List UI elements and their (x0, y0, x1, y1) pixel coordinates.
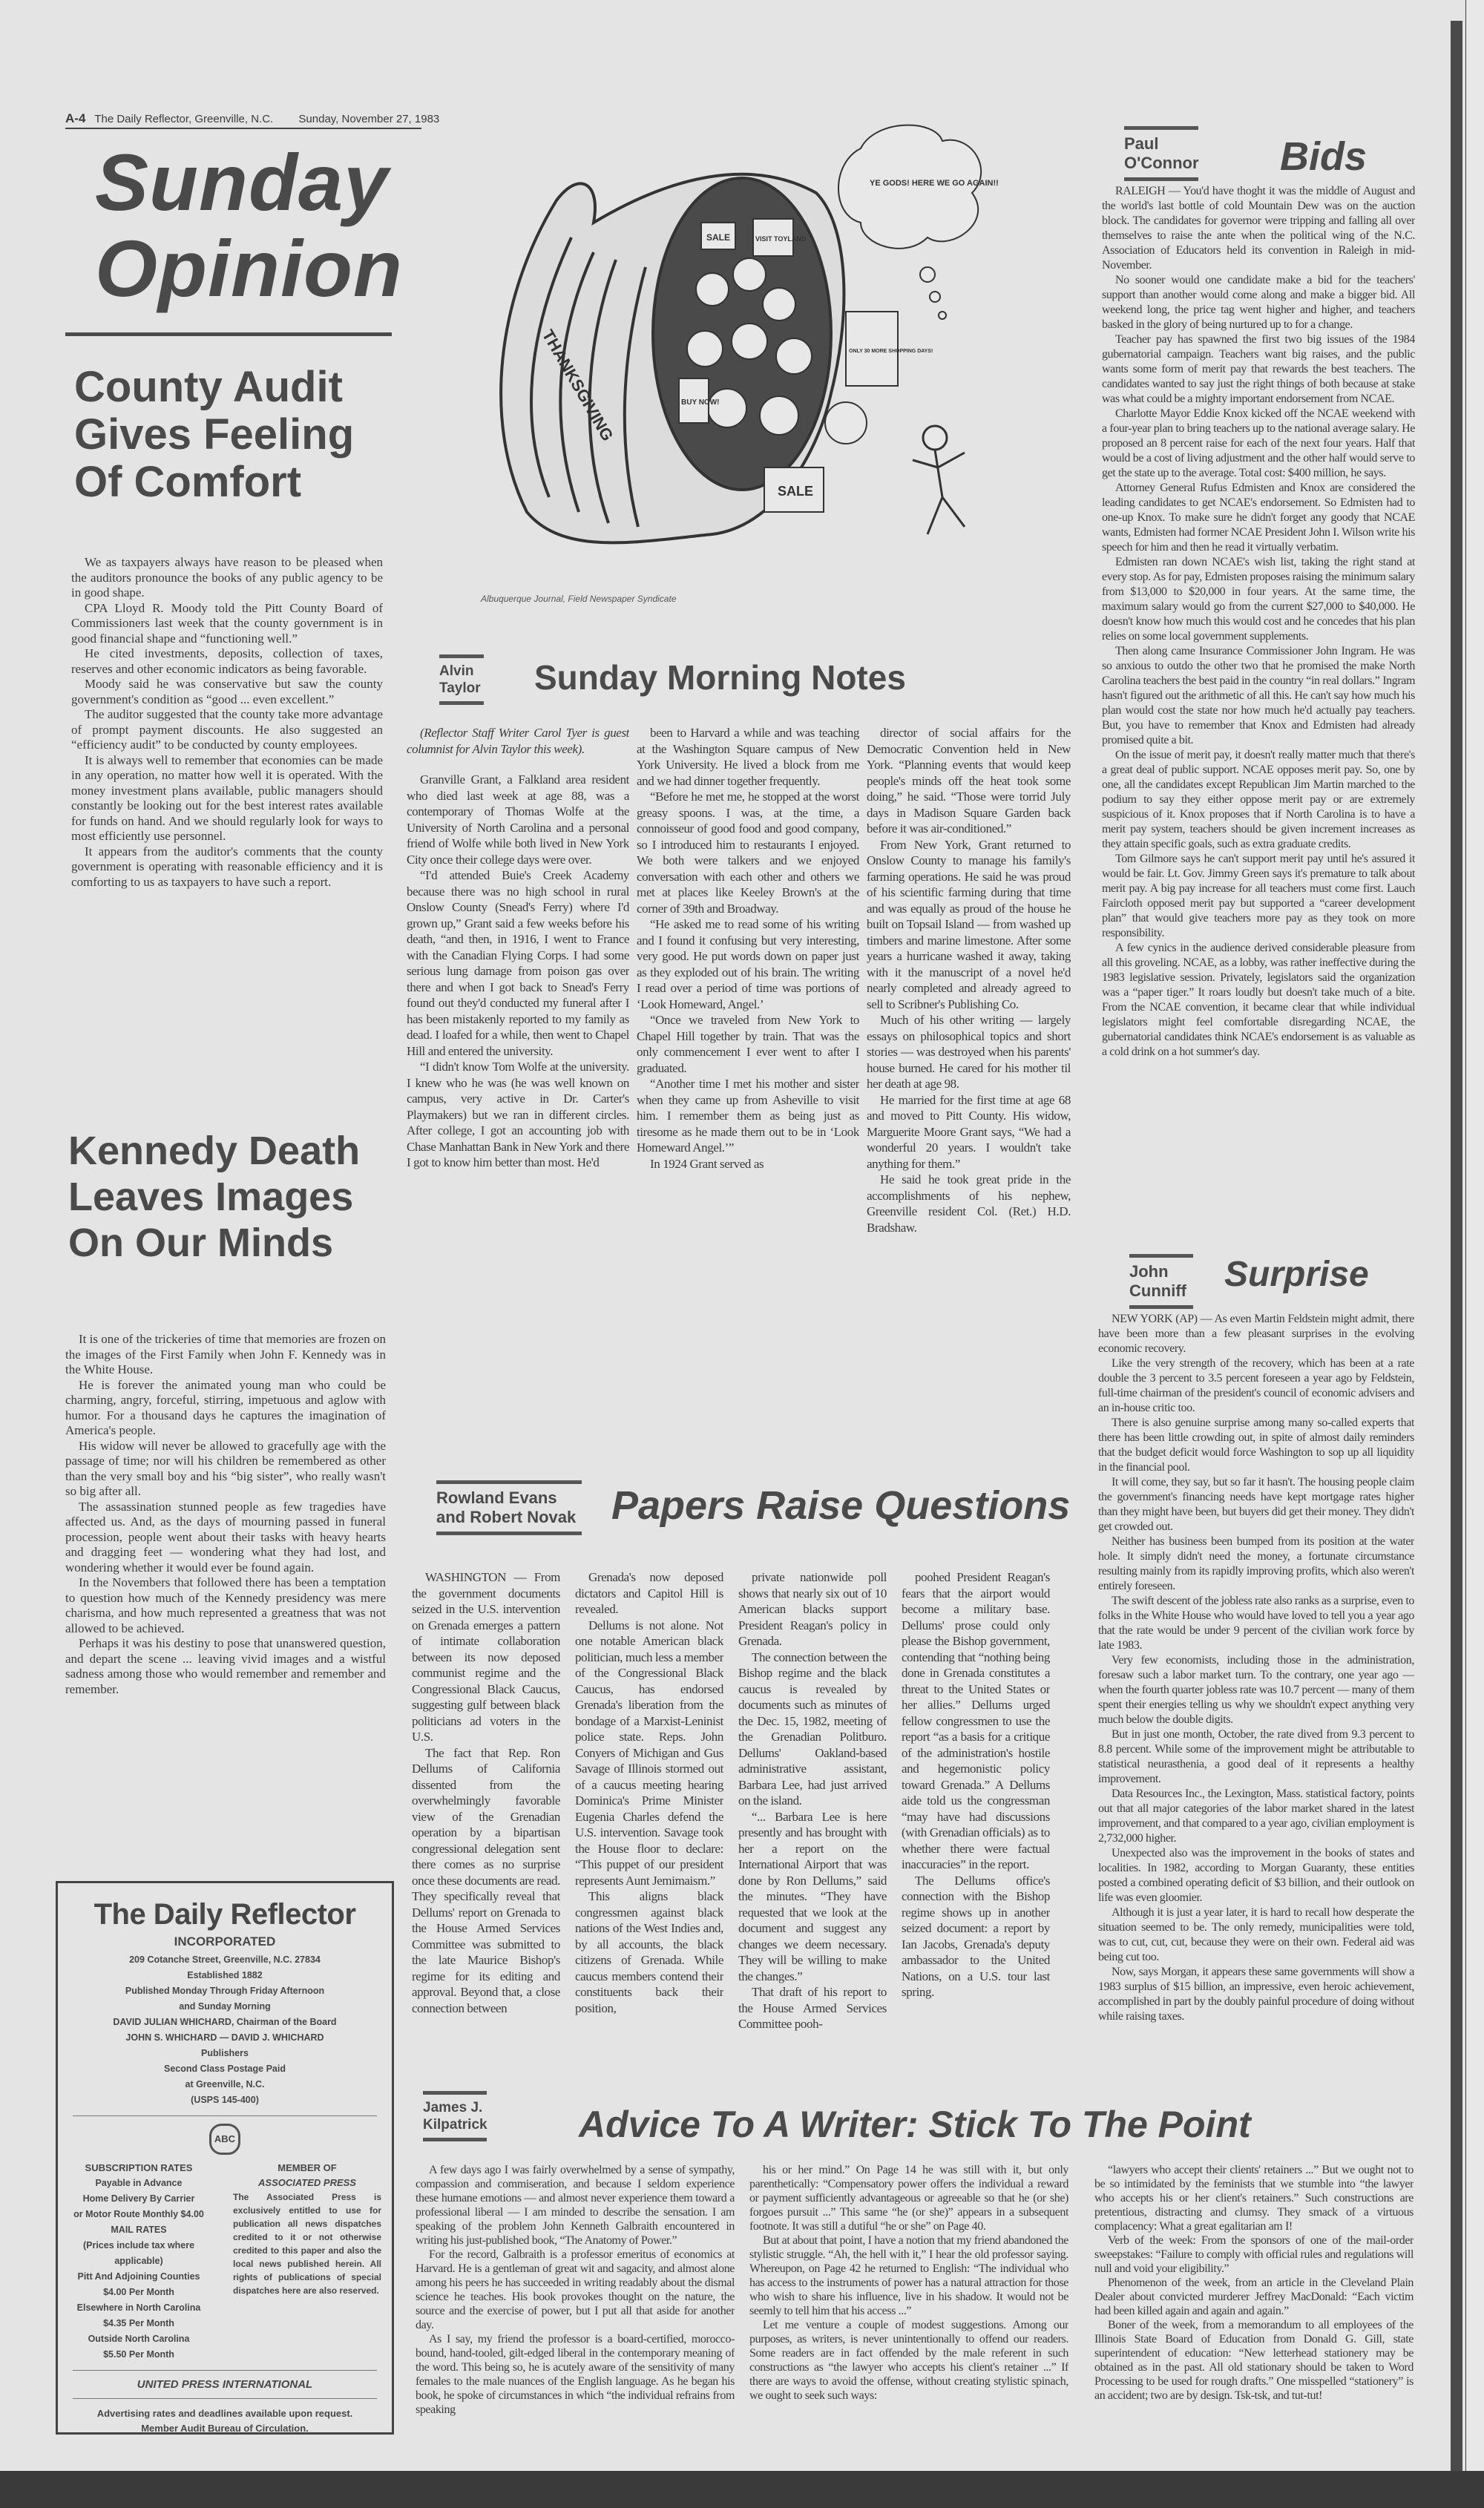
headline-line: Kennedy Death (68, 1129, 361, 1173)
byline-line: John (1129, 1262, 1169, 1281)
paragraph: been to Harvard a while and was teaching at the Washington Square campus of New York University. He lived a block from me and we had dinner together frequently. (637, 726, 859, 788)
paragraph: RALEIGH — You'd have thoght it was the middle of August and the world's last bottle of cold Mountain Dew was on the auction block. The candidates for governor were tripping and falling all over themselves to raise the ante when the political wing of the N.C. Association of Educators held its convention in Raleigh in mid-November. (1102, 185, 1415, 272)
cartoon-credit: Albuquerque Journal, Field Newspaper Syndicate (481, 594, 677, 604)
paragraph: Much of his other writing — largely essays on philosophical topics and short stories — was destroyed when his parents' house burned. He cared for his mother til her death at age 98. (867, 1013, 1071, 1091)
abc-logo-icon: ABC (209, 2124, 240, 2155)
paragraph: Verb of the week: From the sponsors of one of the mail-order sweepstakes: “Failure to comply with official rules and regulations will null and void your eligibility.” (1094, 2234, 1414, 2275)
editorial-2-body (65, 1332, 386, 1844)
paragraph: Neither has business been bumped from its position at the water hole. It simply didn't need the money, a fortunate circumstance resulting mainly from its rapidly improving profits, which also weren't entirely foreseen. (1098, 1535, 1414, 1592)
ap-text: The Associated Press is exclusively entitled to use for publication all news dispatches credited to it or not otherwise credited to this paper and also the local news published herein. All rights of publications of special dispatches here are also reserved. (233, 2192, 381, 2296)
info-line: Publishers (201, 2048, 249, 2058)
subscription-rates (68, 2161, 209, 2363)
headline-line: On Our Minds (68, 1221, 333, 1265)
paragraph: But in just one month, October, the rate dived from 9.3 percent to 8.8 percent. While some of the improvement might be attributable to statistical neurasthenia, a good deal of it represents a healthy improvement. (1098, 1728, 1414, 1785)
byline-line: O'Connor (1124, 154, 1199, 172)
paragraph: He said he took great pride in the accomplishments of his nephew, Greenville resident Col. (Ret.) H.D. Bradshaw. (867, 1172, 1071, 1235)
bids-headline: Bids (1280, 134, 1368, 179)
paragraph: His widow will never be allowed to gracefully age with the passage of time; nor will his children be remembered as other than the very small boy and his “big sister”, who really wasn't so big after all. (65, 1438, 386, 1498)
info-line: Established 1882 (187, 1970, 263, 1980)
paragraph: The swift descent of the jobless rate also ranks as a surprise, even to folks in the White House who would have loved to tell you a year ago that the rate would be under 9 percent of the civilian work force by late 1983. (1098, 1595, 1414, 1652)
byline-alvin-taylor (439, 654, 484, 705)
info-line: $5.50 Per Month (103, 2349, 174, 2360)
byline-line: James J. (423, 2100, 483, 2115)
paragraph: Dellums is not alone. Not one notable American black politician, much less a member of the Congressional Black Caucus, has endorsed Grenada's liberation from the bondage of a Marxist-Leninist police state. Reps. John Conyers of Michigan and Gus Savage of Illinois stormed out of a caucus meeting hearing Dominica's Prime Minister Eugenia Charles defend the U.S. intervention. Savage took the House floor to declare: “This puppet of our president represents Aunt Jemimaism.” (575, 1618, 723, 1888)
paragraph: Like the very strength of the recovery, which has been at a rate double the 3 percent to 3.5 percent foreseen a year ago by Feldstein, full-time chairman of the president's council of economic advisers and an in-house critic too. (1098, 1357, 1414, 1414)
section-title (95, 139, 403, 312)
page-header (65, 111, 440, 129)
surprise-body (1098, 1312, 1414, 2061)
paragraph: “lawyers who accept their clients' retainers ...” But we ought not to be so intimidated by the feminists that we stumble into “the lawyer who accepts his or her client's retainers.” Such constructions are pretentious, distracting and clumsy. They smack of a virtuous complacency: What a great egalitarian am I! (1094, 2164, 1414, 2233)
byline-line: Alvin (439, 663, 474, 679)
byline-james-kilpatrick (423, 2091, 487, 2141)
info-line: (USPS 145-400) (191, 2095, 259, 2105)
paragraph: Moody said he was conservative but saw the county government's condition as “good ... even excellent.” (71, 677, 383, 706)
paragraph: In the Novembers that followed there has been a temptation to question how much of the Kennedy presidency was mere charisma, and how much represented a greatness that was not allowed to be achieved. (65, 1575, 386, 1635)
paragraph: It will come, they say, but so far it hasn't. The housing people claim the government's financing needs have kept mortgage rates higher than they might have been, but buyers did get their money. They didn't get crowded out. (1098, 1476, 1414, 1533)
advertising-note: Advertising rates and deadlines available upon request. (96, 2408, 353, 2419)
paragraph: Now, says Morgan, it appears these same governments will show a 1983 surplus of $15 billion, an impressive, even heroic achievement, accomplished in part by the doubly painful procedure of doing without while raising taxes. (1098, 1966, 1414, 2023)
ap-title: MEMBER OF (278, 2162, 337, 2173)
cartoon-bubble-text: YE GODS! HERE WE GO AGAIN!! (870, 179, 999, 188)
info-line: and Sunday Morning (179, 2001, 271, 2012)
page-fold (1451, 21, 1462, 2477)
headline-line: Of Comfort (74, 458, 302, 506)
paragraph: Perhaps it was his destiny to pose that unanswered question, and depart the scene ... leaving vivid images and a wistful sadness among those who would remember and remember and remember. (65, 1636, 386, 1696)
papers-col3 (738, 1569, 887, 2067)
cartoon-label: BUY NOW! (681, 398, 720, 407)
paragraph: “Once we traveled from New York to Chapel Hill together by train. That was the only commencement I ever went to after I graduated. (637, 1013, 859, 1075)
info-line: $4.35 Per Month (103, 2318, 174, 2328)
paragraph: From New York, Grant returned to Onslow County to manage his family's farming operations. He said he was proud of his scientific farming during that time and was equally as proud of the house he built on Topsail Island — from washed up timbers and marine limestone. After some years a hurricane washed it away, taking with it the manuscript of a novel he'd nearly completed and already agreed to sell to Scribner's Publishing Co. (867, 837, 1071, 1011)
paragraph: private nationwide poll shows that nearly six out of 10 American blacks support President Reagan's policy in Grenada. (738, 1570, 887, 1648)
paragraph: “I'd attended Buie's Creek Academy because there was no high school in rural Onslow County (Snead's Ferry) where I'd grown up,” Grant said a few weeks before his death, “and then, in 1916, I went to France with the Canadian Flying Corps. I had some serious lung damage from poison gas over there and when I got back to Snead's Ferry found out they'd conducted my funeral after I has been mistakenly reported to my family as dead. I loafed for a while, then went to Chapel Hill and entered the university. (407, 868, 629, 1058)
byline-paul-oconnor (1124, 126, 1198, 181)
paragraph: Very few economists, including those in the administration, foresaw such a labor market turn. To the contrary, one year ago — when the fourth quarter jobless rate was 10.7 percent — many of them spent their energies telling us why we shouldn't expect anything very much below the double digits. (1098, 1654, 1414, 1726)
paragraph: He is forever the animated young man who could be charming, angry, forceful, stirring, impetuous and aglow with humor. For a thousand days he captures the imagination of America's people. (65, 1377, 386, 1437)
bids-body (1102, 184, 1415, 1245)
paragraph: “... Barbara Lee is here presently and has brought with her a report on the International Airport that was done by Ron Dellums,” said the minutes. “They have requested that we look at the document and suggest any changes we deem necessary. They will be willing to make the changes.” (738, 1809, 887, 1983)
paragraph: The auditor suggested that the county take more advantage of prompt payment discounts. He also suggested an “efficiency audit” to be conducted by county employees. (71, 707, 383, 752)
advice-col3 (1094, 2163, 1414, 2467)
byline-line: Kilpatrick (423, 2117, 487, 2133)
paragraph: Then along came Insurance Commissioner John Ingram. He was so anxious to outdo the other two that he promised the make North Carolina teachers the best paid in the country “in real dollars.” Ingram hasn't figured out the arithmetic of all this. He can't say how much his plan would cost the state nor how much he'd actually pay teachers. But, you have to remember that Knox and Edmisten had already promised quite a bit. (1102, 645, 1415, 746)
papers-col4 (902, 1569, 1050, 2067)
paragraph: The Dellums office's connection with the Bishop regime shows up in another seized document: a report by Ian Jacobs, Grenada's deputy ambassador to the United Nations, on a U.S. tour last spring. (902, 1873, 1050, 1999)
byline-line: Taylor (439, 680, 481, 696)
headline-line: Leaves Images (68, 1175, 354, 1219)
info-line: Payable in Advance (95, 2178, 183, 2188)
paragraph: He cited investments, deposits, collection of taxes, reserves and other economic indicators as being favorable. (71, 646, 383, 676)
paragraph: This aligns black congressmen against black nations of the West Indies and, by all accounts, the black citizens of Grenada. While caucus members contend their constituents back their position, (575, 1889, 723, 2015)
sunday-notes-col2 (637, 725, 859, 1415)
paragraph: Charlotte Mayor Eddie Knox kicked off the NCAE weekend with a four-year plan to bring teachers up to the national average salary. He proposed an 8 percent raise for each of the next four years. Half that would be a cost of living adjustment and the other half would serve to get the state up to the average. Total cost: $400 million, he says. (1102, 407, 1415, 479)
advice-col2 (749, 2163, 1068, 2467)
paragraph: Edmisten ran down NCAE's wish list, taking the right stand at every stop. As for pay, Edmisten proposes raising the minimum salary from $13,000 to $20,000 in four years. At the same time, the maximum salary would go from the current $27,000 to $40,000. He doesn't know how much this would cost and he concedes that his plan relies on some local government supplements. (1102, 556, 1415, 643)
headline-line: Gives Feeling (74, 410, 355, 459)
publisher-title: The Daily Reflector (93, 1898, 356, 1931)
editorial-2-headline (68, 1128, 360, 1266)
byline-line: Rowland Evans (436, 1488, 557, 1507)
surprise-headline: Surprise (1224, 1255, 1369, 1294)
byline-evans-novak (436, 1480, 582, 1535)
paragraph: As I say, my friend the professor is a board-certified, morocco-bound, hand-tooled, gilt-edged liberal in the contemporary meaning of the word. This being so, he is acutely aware of the sensitivity of many females to the male nuances of the English language. As he began his book, he spoke of circumstances in which “the individual refrains from speaking (416, 2333, 735, 2416)
cartoon-label: SALE (778, 484, 814, 499)
paragraph: That draft of his report to the House Armed Services Committee pooh- (738, 1985, 887, 2031)
advice-col1 (416, 2163, 735, 2467)
paragraph: The fact that Rep. Ron Dellums of California dissented from the overwhelmingly favorable view of the Grenadian operation by a bipartisan congressional delegation sent there comes as no surprise once these documents are read. They specifically reveal that Dellums' report on Grenada to the House Armed Services Committee was submitted to the late Maurice Bishop's regime for its editing and approval. Beyond that, a close connection between (412, 1745, 560, 2015)
sunday-notes-headline: Sunday Morning Notes (534, 658, 906, 697)
byline-line: and Robert Novak (436, 1508, 577, 1526)
paragraph: But at about that point, I have a notion that my friend abandoned the stylistic struggle. “Ah, the hell with it,” I hear the old professor saying. Whereupon, on Page 42 he returned to English: “The individual who has access to the instruments of power has a natural attraction for those who wish to share his influence, live in his shadow. It would not be seemly to tell him that his access ...” (749, 2234, 1068, 2317)
info-line: DAVID JULIAN WHICHARD, Chairman of the Board (113, 2017, 337, 2027)
paragraph: “He asked me to read some of his writing and I found it confusing but very interesting, very good. He put words down on paper just as they exploded out of his brain. The writing I read over a period of time was portions of ‘Look Homeward, Angel.’ (637, 917, 859, 1011)
paragraph: WASHINGTON — From the government documents seized in the U.S. intervention on Grenada emerges a pattern of intimate collaboration between its now deposed communist regime and the Congressional Black Caucus, suggesting gulf between black politicians ad voters in the U.S. (412, 1570, 560, 1744)
paragraph: Teacher pay has spawned the first two big issues of the 1984 gubernatorial campaign. Teachers want big raises, and the public wants some form of merit pay that rewards the best teachers. The candidates wanted to say just the right things of both because at stake was what could be a mighty important endorsement from NCAE. (1102, 333, 1415, 405)
info-line: Outside North Carolina (88, 2334, 190, 2344)
info-line: $4.00 Per Month (103, 2287, 174, 2297)
editorial-1-body (71, 555, 383, 896)
paragraph: CPA Lloyd R. Moody told the Pitt County Board of Commissioners last week that the county government is in good financial shape and “functioning well.” (71, 600, 383, 646)
paragraph: The assassination stunned people as few tragedies have affected us. And, as the days of mourning passed in funeral procession, people went about their tasks with heavy hearts and dragging feet — wondering what they had lost, and wondering whether it would ever be found again. (65, 1499, 386, 1575)
paragraph: Granville Grant, a Falkland area resident who died last week at age 88, was a contemporary of Thomas Wolfe at the University of North Carolina and a personal friend of Wolfe while both lived in New York City once their college days were over. (407, 772, 629, 867)
paragraph: He married for the first time at age 68 and moved to Pitt County. His widow, Marguerite Moore Grant says, “We had a wonderful 20 years. I wouldn't take anything for them.” (867, 1092, 1071, 1171)
cartoon-label: ONLY 30 MORE SHOPPING DAYS! (849, 349, 933, 354)
info-line: 209 Cotanche Street, Greenville, N.C. 27834 (129, 1954, 321, 1965)
info-line: JOHN S. WHICHARD — DAVID J. WHICHARD (125, 2032, 324, 2043)
info-line: Published Monday Through Friday Afternoon (125, 1986, 325, 1996)
advice-headline: Advice To A Writer: Stick To The Point (579, 2104, 1251, 2145)
info-line: at Greenville, N.C. (185, 2079, 265, 2090)
publisher-inc: INCORPORATED (174, 1934, 276, 1949)
cartoon-label: SALE (706, 232, 731, 243)
ap-notice (233, 2161, 381, 2363)
paragraph: There is also genuine surprise among many so-called experts that there has been little crowding out, in spite of almost daily reminders that the budget deficit would force Washington to sop up all liquidity in the financial pool. (1098, 1417, 1414, 1474)
paragraph: A few cynics in the audience derived considerable pleasure from all this groveling. NCAE, as a lobby, was rather ineffective during the 1983 legislative session. Privately, legislators said the organization was a “paper tiger.” It roars loudly but doesn't take much of a bite. From the NCAE convention, it became clear that while individual legislators might feel comfortable disregarding NCAE, the gubernatorial candidates think NCAE's endorsement is as valuable as a cold drink on a hot summer's day. (1102, 942, 1415, 1058)
scan-border-bottom (0, 2471, 1484, 2508)
papers-col1 (412, 1569, 560, 2067)
papers-headline: Papers Raise Questions (611, 1483, 1071, 1528)
paragraph: his or her mind.” On Page 14 he was still with it, but only parenthetically: “Compensatory power offers the individual a reward or payment sufficiently advantageous or agreeable so that he (or she) forgoes pursuit ...” This same “he (or she)” appears in a subsequent footnote. It was still a dutiful “he or she” on Page 40. (749, 2164, 1068, 2233)
upi-label: UNITED PRESS INTERNATIONAL (137, 2378, 313, 2391)
paragraph: We as taxpayers always have reason to be pleased when the auditors pronounce the books of any public agency to be in good shape. (71, 555, 383, 600)
paragraph: Tom Gilmore says he can't support merit pay until he's assured it would be fair. Lt. Gov. Jimmy Green says it's premature to talk about merit pay. A big pay increase for all teachers must come first. Lauch Faircloth opposed merit pay but supported a “career development plan” that would give teachers more pay as they took on more responsibility. (1102, 853, 1415, 939)
byline-line: Paul (1124, 134, 1159, 153)
publisher-box (56, 1881, 394, 2435)
paper-name: The Daily Reflector, Greenville, N.C. (94, 113, 274, 125)
info-line: (Prices include tax where applicable) (82, 2240, 195, 2266)
section-rule (65, 332, 392, 336)
paragraph: Grenada's now deposed dictators and Capitol Hill is revealed. (575, 1570, 723, 1616)
subscription-lines (68, 2176, 209, 2363)
issue-date: Sunday, November 27, 1983 (298, 113, 440, 125)
papers-col2 (575, 1569, 723, 2067)
paragraph: poohed President Reagan's fears that the airport would become a military base. Dellums' prose could only please the Bishop government, contending that “nothing being done in Grenada constitutes a threat to the United States or her allies.” Dellums urged fellow congressmen to use the report “as a basis for a critique of the administration's hostile and hegemonistic policy toward Grenada.” A Dellums aide told us the congressman “may have had discussions (with Grenadian officials) as to whether there were factual inaccuracies” in the report. (902, 1570, 1050, 1871)
ap-subtitle: ASSOCIATED PRESS (258, 2177, 356, 2188)
sunday-notes-col1 (407, 725, 629, 1415)
paragraph: “Before he met me, he stopped at the worst greasy spoons. I was, at the time, a connoisseur of good food and good company, so I introduced him to restaurants I enjoyed. We both were talkers and we enjoyed conversation with each other and others we met at places like Keeley Brown's at the corner of 39th and Broadway. (637, 790, 859, 916)
paragraph: On the issue of merit pay, it doesn't really matter much that there's a great deal of public support. NCAE opposes merit pay. So, one by one, all the candidates except Republican Jim Martin marched to the podium to say they either oppose merit pay or are extremely suspicious of it. Knox proposes that if North Carolina is to have a merit pay system, teachers should be given increment increases as they attain specific goals, such as extra graduate credits. (1102, 749, 1415, 850)
paragraph: A few days ago I was fairly overwhelmed by a sense of sympathy, compassion and commiseration, and because I seldom experience these humane emotions — and almost never experience them toward a professional liberal — I am minded to describe the sensation. I am speaking of the problem John Kenneth Galbraith encountered in writing his just-published book, “The Anatomy of Power.” (416, 2164, 735, 2247)
sunday-notes-col3 (867, 725, 1071, 1415)
cartoon-label: THANKSGIVING (538, 326, 617, 444)
paragraph: Data Resources Inc., the Lexington, Mass. statistical factory, points out that all major categories of the labor market shared in the latest improvement, and that compared to a year ago, civilian employment is 2,732,000 higher. (1098, 1788, 1414, 1845)
byline-john-cunniff (1129, 1254, 1193, 1309)
intro-note: (Reflector Staff Writer Carol Tyer is guest columnist for Alvin Taylor this week). (407, 726, 629, 756)
editorial-cartoon (430, 111, 1068, 623)
adjacent-page-edge (1466, 0, 1484, 2471)
paragraph: No sooner would one candidate make a bid for the teachers' support than another would come along and make a bigger bid. All weekend long, the price tag went higher and higher, and teachers basked in the glory of being nurtured up to for a change. (1102, 274, 1415, 331)
paragraph: It is always well to remember that economies can be made in any operation, no matter how well it is operated. With the money investment plans available, public managers should constantly be looking out for the best interest rates available for funds on hand. And we should regularly look for ways to most efficiently use personnel. (71, 752, 383, 843)
col1-text (407, 772, 629, 1171)
paragraph: NEW YORK (AP) — As even Martin Feldstein might admit, there have been more than a few pleasant surprises in the evolving economic recovery. (1098, 1313, 1414, 1355)
paragraph: Although it is just a year later, it is hard to recall how desperate the situation seemed to be. The only remedy, municipalities were told, was to cut, cut, cut, because they were on their own. Federal aid was being cut too. (1098, 1906, 1414, 1963)
paragraph: It is one of the trickeries of time that memories are frozen on the images of the First Family when John F. Kennedy was in the White House. (65, 1332, 386, 1376)
paragraph: Boner of the week, from a memorandum to all employees of the Illinois State Board of Education from Donald G. Gill, state superintendent of education: “New letterhead stationery may be obtained as in the past. All old stationary should be taken to Word Processing to be used for rough drafts.” One misspelled “stationery” is an accident; two are by design. Tsk-tsk, and tut-tut! (1094, 2319, 1414, 2402)
paragraph: Let me venture a couple of modest suggestions. Among our purposes, as writers, is never unintentionally to offend our readers. Some readers are in fact offended by the male referent in such constructions as “the lawyer who accepts his client's retainer ...” If there are ways to avoid the offense, without creating stylistic spinach, we ought to seek such ways: (749, 2319, 1068, 2402)
cartoon-label: VISIT TOYLAND (755, 235, 807, 243)
paragraph: “I didn't know Tom Wolfe at the university. I knew who he was (he was well known on campus, very active in Dr. Carter's Playmakers) but we ran in different circles. After college, I got an accounting job with Chase Manhattan Bank in New York and there I got to know him better than most. He'd (407, 1060, 629, 1169)
paragraph: It appears from the auditor's comments that the county government is operating with reasonable efficiency and it is comforting to us as taxpayers to have such a report. (71, 844, 383, 889)
page-number: A-4 (65, 111, 86, 125)
byline-line: Cunniff (1129, 1281, 1186, 1300)
info-line: Pitt And Adjoining Counties (77, 2271, 200, 2282)
editorial-1-headline (74, 364, 354, 506)
paragraph: For the record, Galbraith is a professor emeritus of economics at Harvard. He is a gentleman of great wit and sagacity, and almost alone among his peers he has succeeded in writing readably about the dismal science he teaches. His book provokes thought on the nature, the source and the exercise of power, but I put all that aside for another day. (416, 2248, 735, 2331)
paragraph: The connection between the Bishop regime and the black caucus is revealed by documents such as minutes of the Dec. 15, 1982, meeting of the Grenadian Politburo. Dellums' Oakland-based administrative assistant, Barbara Lee, had just arrived on the island. (738, 1649, 887, 1808)
paragraph: director of social affairs for the Democratic Convention held in New York. “Planning events that would keep people's minds off the heat took some doing,” he said. “Those were torrid July days in Madison Square Garden back before it was air-conditioned.” (867, 726, 1071, 836)
headline-line: County Audit (74, 363, 343, 411)
info-line: Second Class Postage Paid (164, 2064, 286, 2074)
section-title-line1: Sunday (95, 137, 390, 227)
info-line: Home Delivery By Carrier (82, 2193, 195, 2204)
subscription-title: SUBSCRIPTION RATES (85, 2162, 193, 2173)
info-line: MAIL RATES (111, 2225, 167, 2235)
publisher-info (58, 1952, 392, 2108)
paragraph: Attorney General Rufus Edmisten and Knox are considered the leading candidates to get NCAE's endorsement. So Edmisten had to one-up Knox. To make sure he didn't forget any goody that NCAE wants, Edmisten had former NCAE President John I. Wilson write his speech for him and then he read it virtually verbatim. (1102, 482, 1415, 554)
info-line: or Motor Route Monthly $4.00 (73, 2209, 204, 2219)
info-line: Elsewhere in North Carolina (76, 2302, 201, 2313)
paragraph: “Another time I met his mother and sister when they came up from Asheville to visit him. I remember them as being just as tiresome as he made them out to be in ‘Look Homeward Angel.’” (637, 1077, 859, 1155)
circulation-note: Member Audit Bureau of Circulation. (141, 2423, 309, 2434)
paragraph: In 1924 Grant served as (650, 1156, 764, 1171)
paragraph: Unexpected also was the improvement in the books of states and localities. In 1982, according to Morgan Guaranty, these entities posted a combined operating deficit of $3 billion, and their outlook on life was even gloomier. (1098, 1847, 1414, 1904)
paragraph: Phenomenon of the week, from an article in the Cleveland Plain Dealer about convicted murderer Jeffrey MacDonald: “Each victim had been killed again and again and again.” (1094, 2276, 1414, 2317)
section-title-line2: Opinion (95, 223, 403, 313)
